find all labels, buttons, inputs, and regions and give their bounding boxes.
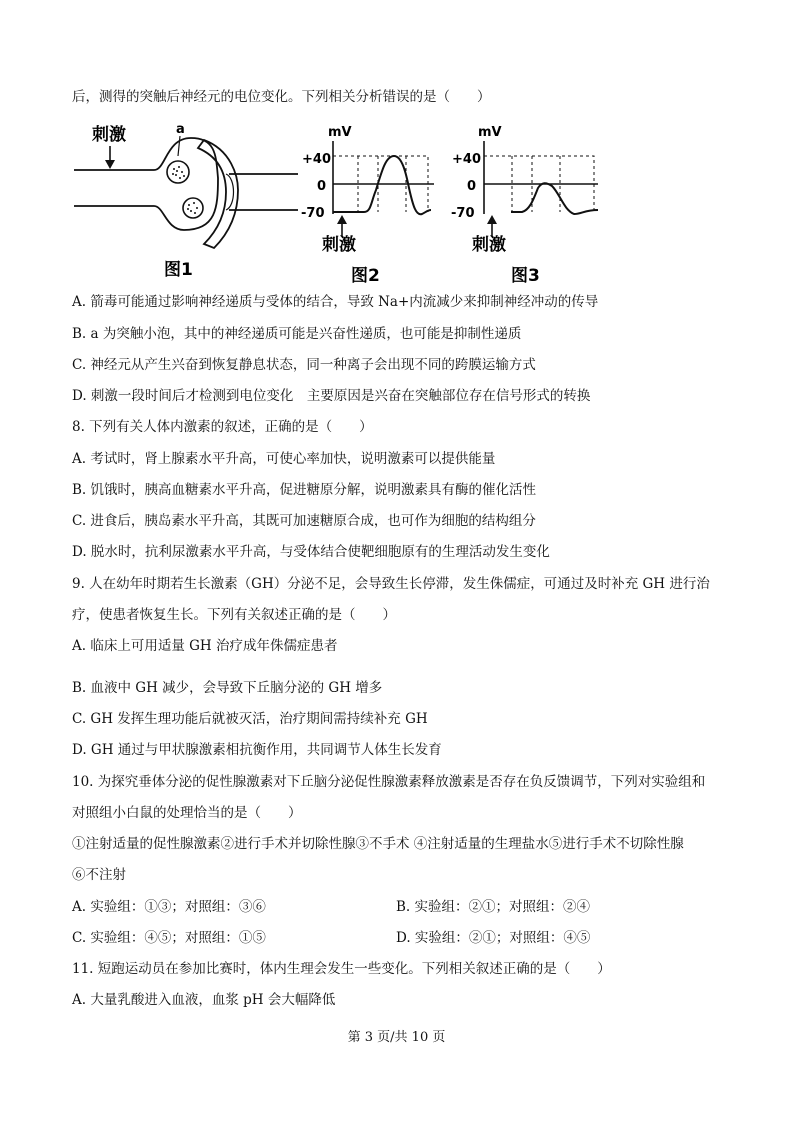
vesicle-label-a: a <box>176 122 185 137</box>
q7-option-b: B. a 为突触小泡，其中的神经递质可能是兴奋性递质，也可能是抑制性递质 <box>72 326 522 342</box>
q10-items-line1: ①注射适量的促性腺激素②进行手术并切除性腺③不手术 ④注射适量的生理盐水⑤进行手术不切除性腺 <box>72 836 684 852</box>
q10-option-d: D. 实验组：②①；对照组：④⑤ <box>396 930 591 946</box>
fig2-potential-trace <box>333 156 431 214</box>
q8-option-d: D. 脱水时，抗利尿激素水平升高，与受体结合使靶细胞原有的生理活动发生变化 <box>72 544 550 560</box>
fig3-unit-label: mV <box>478 125 502 140</box>
fig3-potential-trace <box>511 183 598 214</box>
figure-3-potential-chart <box>451 125 598 286</box>
figure-1-synapse <box>74 122 298 280</box>
q7-option-d: D. 刺激一段时间后才检测到电位变化 主要原因是兴奋在突触部位存在信号形式的转换 <box>72 388 591 404</box>
q8-option-c: C. 进食后，胰岛素水平升高，其既可加速糖原合成，也可作为细胞的结构组分 <box>72 513 536 529</box>
q7-option-a: A. 箭毒可能通过影响神经递质与受体的结合，导致 Na+内流减少来抑制神经冲动的传导 <box>72 294 599 310</box>
q10-stem-line2: 对照组小白鼠的处理恰当的是（ ） <box>72 805 302 821</box>
q7-option-c: C. 神经元从产生兴奋到恢复静息状态，同一种离子会出现不同的跨膜运输方式 <box>72 357 536 373</box>
fig2-tick-zero: 0 <box>317 179 327 194</box>
fig2-stimulus-label: 刺激 <box>322 235 356 255</box>
q8-stem: 8. 下列有关人体内激素的叙述，正确的是（ ） <box>72 419 373 435</box>
vesicle-upper <box>167 161 189 183</box>
figure-2-potential-chart <box>301 125 434 286</box>
figure-2-caption: 图2 <box>351 266 380 286</box>
fig2-tick-minus70: -70 <box>301 206 325 221</box>
stimulus-label-fig1: 刺激 <box>92 125 126 145</box>
q11-option-a: A. 大量乳酸进入血液，血浆 pH 会大幅降低 <box>72 992 336 1008</box>
q10-options-row-2 <box>72 929 590 947</box>
q10-option-b: B. 实验组：②①；对照组：②④ <box>396 899 591 915</box>
fig3-tick-zero: 0 <box>467 179 477 194</box>
q9-option-b: B. 血液中 GH 减少，会导致下丘脑分泌的 GH 增多 <box>72 680 383 696</box>
figure-1-caption: 图1 <box>164 260 193 280</box>
q11-stem: 11. 短跑运动员在参加比赛时，体内生理会发生一些变化。下列相关叙述正确的是（ ） <box>72 961 611 977</box>
fig2-unit-label: mV <box>328 125 352 140</box>
q9-stem-line1: 9. 人在幼年时期若生长激素（GH）分泌不足，会导致生长停滞，发生侏儒症，可通过及时补充 GH 进行治 <box>72 576 710 592</box>
q8-option-a: A. 考试时，肾上腺素水平升高，可使心率加快，说明激素可以提供能量 <box>72 451 496 467</box>
q10-option-a: A. 实验组：①③；对照组：③⑥ <box>72 899 266 915</box>
fig2-tick-plus40: +40 <box>302 152 331 167</box>
q8-option-b: B. 饥饿时，胰高血糖素水平升高，促进糖原分解，说明激素具有酶的催化活性 <box>72 482 537 498</box>
q10-stem-line1: 10. 为探究垂体分泌的促性腺激素对下丘脑分泌促性腺激素释放激素是否存在负反馈调节，下列对实验组和 <box>72 774 706 790</box>
q10-option-c: C. 实验组：④⑤；对照组：①⑤ <box>72 930 266 946</box>
q9-stem-line2: 疗，使患者恢复生长。下列有关叙述正确的是（ ） <box>72 607 396 623</box>
q9-option-d: D. GH 通过与甲状腺激素相抗衡作用，共同调节人体生长发育 <box>72 742 442 758</box>
fig3-tick-plus40: +40 <box>452 152 481 167</box>
q10-options-row-1 <box>72 898 590 916</box>
fig3-stimulus-label: 刺激 <box>472 235 506 255</box>
figure-3-caption: 图3 <box>511 266 540 286</box>
q9-option-a: A. 临床上可用适量 GH 治疗成年侏儒症患者 <box>72 638 338 654</box>
figure-group <box>66 118 611 290</box>
q9-option-c: C. GH 发挥生理功能后就被灭活，治疗期间需持续补充 GH <box>72 711 428 727</box>
vesicle-lower <box>183 198 203 218</box>
question-7-stem-tail: 后，测得的突触后神经元的电位变化。下列相关分析错误的是（ ） <box>72 89 491 105</box>
q10-items-line2: ⑥不注射 <box>72 867 126 883</box>
page-footer: 第 3 页/共 10 页 <box>347 1030 446 1045</box>
fig3-tick-minus70: -70 <box>451 206 475 221</box>
